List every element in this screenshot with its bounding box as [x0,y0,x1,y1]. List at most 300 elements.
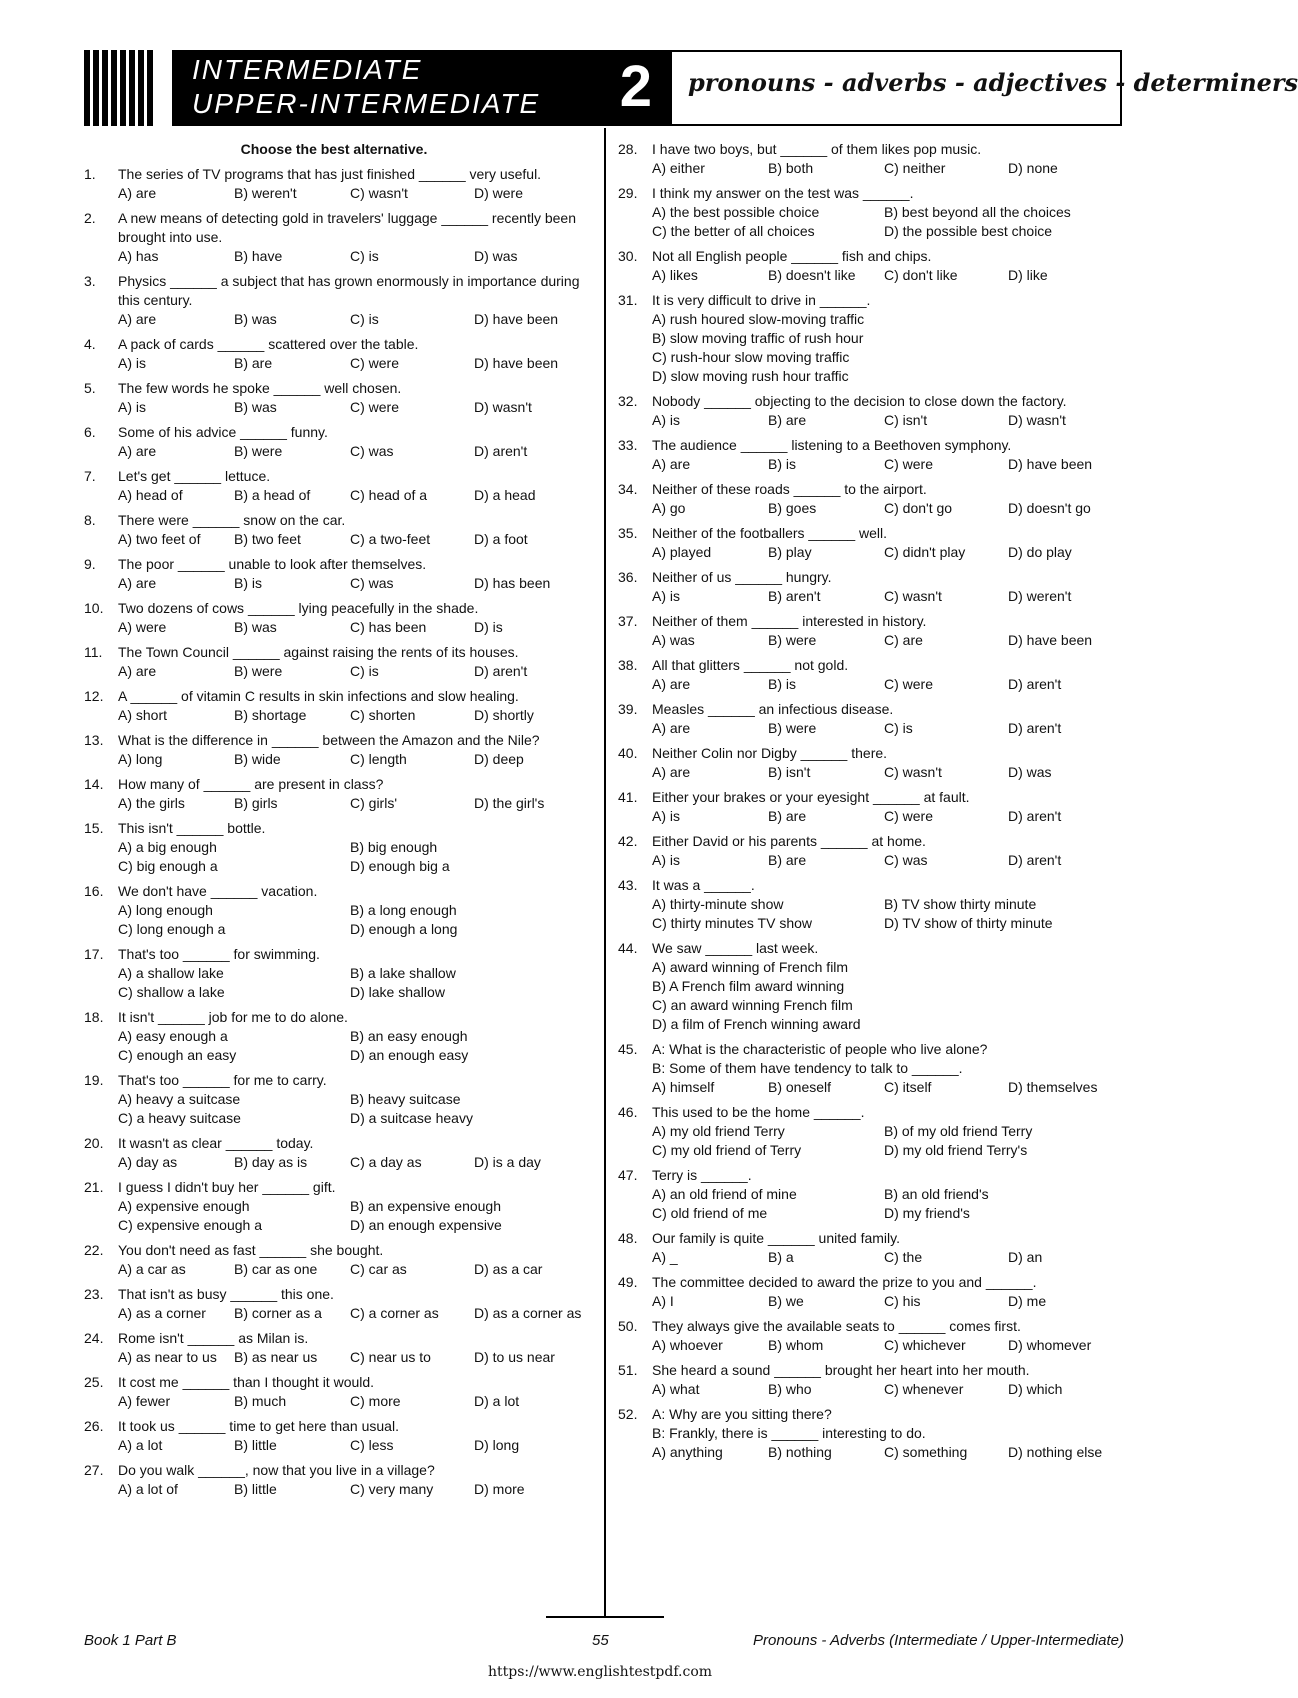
question-text [652,1273,1118,1292]
answer-option[interactable]: D) more [474,1481,525,1497]
answer-option[interactable]: B) wide [234,751,281,767]
answer-option[interactable]: C) wasn't [884,764,942,780]
answer-option[interactable]: A) as near to us [118,1349,217,1365]
question-number: 2. [84,210,96,226]
answer-option[interactable]: C) the better of all choices [652,223,815,239]
answer-option[interactable]: C) didn't play [884,544,966,560]
answer-option[interactable]: C) a two-feet [350,531,431,547]
answer-option[interactable]: A) long [118,751,163,767]
answer-option[interactable]: A) as a corner [118,1305,206,1321]
answer-option[interactable]: B) an easy enough [350,1028,468,1044]
answer-option[interactable]: D) aren't [474,663,528,679]
question-text [652,140,1118,159]
answer-option[interactable]: B) oneself [768,1079,832,1095]
answer-option[interactable]: A) expensive enough [118,1198,250,1214]
answer-option[interactable]: D) is a day [474,1154,541,1170]
question-text [118,731,584,750]
answer-option[interactable]: B) were [234,443,283,459]
question-text [652,524,1118,543]
answer-option[interactable]: D) aren't [1008,852,1062,868]
answer-option[interactable]: C) old friend of me [652,1205,768,1221]
answer-option[interactable]: B) an expensive enough [350,1198,501,1214]
answer-option[interactable]: C) rush-hour slow moving traffic [652,349,850,365]
answer-option[interactable]: D) aren't [1008,676,1062,692]
instruction: Choose the best alternative. [240,141,428,157]
answer-option[interactable]: A) two feet of [118,531,201,547]
answer-option[interactable]: B) much [234,1393,287,1409]
answer-option[interactable]: C) an award winning French film [652,997,853,1013]
question-item [84,687,584,725]
answer-option[interactable]: A) are [652,764,691,780]
answer-option[interactable]: B) isn't [768,764,811,780]
question-item [84,882,584,939]
question-text-line: What is the difference in ______ between the Amazon and the Nile? [118,732,540,748]
answer-option[interactable]: B) are [768,412,807,428]
answer-option[interactable]: A) _ [652,1249,678,1265]
question-text-line: I guess I didn't buy her ______ gift. [118,1179,336,1195]
answer-option[interactable]: D) aren't [1008,720,1062,736]
answer-option[interactable]: D) me [1008,1293,1047,1309]
answer-option[interactable]: A) a big enough [118,839,217,855]
question-text [652,1103,1118,1122]
question-text [652,744,1118,763]
question-item [84,1461,584,1499]
answer-option[interactable]: C) less [350,1437,394,1453]
answer-option[interactable]: A) likes [652,267,698,283]
answer-option[interactable]: C) has been [350,619,427,635]
answer-option[interactable]: A) whoever [652,1337,723,1353]
answer-option[interactable]: B) are [234,355,273,371]
answer-option[interactable]: D) was [474,248,518,264]
answer-option[interactable]: C) a heavy suitcase [118,1110,241,1126]
answer-option[interactable]: A) played [652,544,712,560]
question-item [618,184,1118,241]
answer-option[interactable]: B) car as one [234,1261,318,1277]
answer-option[interactable]: D) nothing else [1008,1444,1103,1460]
answer-option[interactable]: B) was [234,399,277,415]
answer-option[interactable]: C) something [884,1444,968,1460]
answer-option[interactable]: B) goes [768,500,817,516]
answer-option[interactable]: D) to us near [474,1349,555,1365]
question-line [84,335,584,354]
answer-option[interactable]: B) TV show thirty minute [884,896,1037,912]
answer-option[interactable]: B) nothing [768,1444,832,1460]
answer-option[interactable]: A) anything [652,1444,723,1460]
question-number: 52. [618,1406,638,1422]
answer-option[interactable]: D) have been [474,355,559,371]
answer-option[interactable]: A) is [652,852,680,868]
question-text [652,1361,1118,1380]
question-number: 35. [618,525,638,541]
answer-option[interactable]: D) have been [1008,632,1093,648]
answer-option[interactable]: A) are [118,575,157,591]
answer-option[interactable]: A) are [652,720,691,736]
left-column [84,140,584,1505]
answer-option[interactable]: D) my friend's [884,1205,970,1221]
question-text [652,1040,1118,1078]
answer-option[interactable]: A) long enough [118,902,213,918]
answer-option[interactable]: D) was [1008,764,1052,780]
answer-option[interactable]: B) whom [768,1337,824,1353]
answer-option[interactable]: D) as a car [474,1261,543,1277]
answer-option[interactable]: A) go [652,500,686,516]
question-item [618,656,1118,694]
answer-option[interactable]: B) shortage [234,707,307,723]
answer-option[interactable]: B) day as is [234,1154,308,1170]
answer-option[interactable]: A) are [652,456,691,472]
answer-option[interactable]: C) his [884,1293,921,1309]
answer-option[interactable]: D) an enough expensive [350,1217,502,1233]
question-line [618,1405,1118,1443]
answer-option[interactable]: A) are [118,663,157,679]
answer-option[interactable]: C) car as [350,1261,407,1277]
answer-option[interactable]: A) rush houred slow-moving traffic [652,311,865,327]
answer-option[interactable]: B) have [234,248,283,264]
question-number: 23. [84,1286,104,1302]
question-line [84,379,584,398]
answer-option[interactable]: D) have been [474,311,559,327]
answer-option[interactable]: D) an enough easy [350,1047,469,1063]
answer-option[interactable]: C) long enough a [118,921,226,937]
answer-option[interactable]: C) the [884,1249,923,1265]
answer-option[interactable]: A) what [652,1381,700,1397]
answer-option[interactable]: D) deep [474,751,524,767]
answer-option[interactable]: B) best beyond all the choices [884,204,1071,220]
answer-option[interactable]: C) don't like [884,267,958,283]
question-text-line: Let's get ______ lettuce. [118,468,271,484]
answer-option[interactable]: C) is [350,248,379,264]
answer-options [84,838,584,876]
question-item [84,1071,584,1128]
answer-option[interactable]: B) a long enough [350,902,457,918]
answer-options [84,184,584,203]
answer-option[interactable]: D) a foot [474,531,528,547]
answer-option[interactable]: A) a shallow lake [118,965,224,981]
question-text-line: A new means of detecting gold in travelers' luggage ______ recently been brought into use. [118,210,576,245]
question-number: 22. [84,1242,104,1258]
answer-option[interactable]: D) the girl's [474,795,545,811]
answer-option[interactable]: A) were [118,619,167,635]
answer-option[interactable]: D) themselves [1008,1079,1098,1095]
answer-option[interactable]: C) neither [884,160,946,176]
answer-option[interactable]: B) heavy suitcase [350,1091,461,1107]
answer-option[interactable]: A) easy enough a [118,1028,228,1044]
answer-option[interactable]: D) enough a long [350,921,458,937]
answer-option[interactable]: A) short [118,707,168,723]
question-item [84,1329,584,1367]
answer-option[interactable]: B) was [234,311,277,327]
answer-option[interactable]: B) a head of [234,487,311,503]
answer-option[interactable]: B) is [234,575,262,591]
question-text-line: How many of ______ are present in class? [118,776,384,792]
answer-option[interactable]: C) was [350,443,394,459]
answer-option[interactable]: B) little [234,1437,277,1453]
question-number: 4. [84,336,96,352]
answer-option[interactable]: D) a lot [474,1393,520,1409]
answer-option[interactable]: A) has [118,248,159,264]
answer-option[interactable]: B) both [768,160,814,176]
answer-option[interactable]: D) doesn't go [1008,500,1091,516]
answer-option[interactable]: C) was [884,852,928,868]
question-line [618,744,1118,763]
answer-option[interactable]: A) heavy a suitcase [118,1091,241,1107]
answer-option[interactable]: D) have been [1008,456,1093,472]
answer-option[interactable]: A) I [652,1293,674,1309]
answer-option[interactable]: D) a film of French winning award [652,1016,861,1032]
answer-option[interactable]: D) like [1008,267,1048,283]
answer-option[interactable]: B) play [768,544,812,560]
answer-option[interactable]: D) an [1008,1249,1043,1265]
answer-option[interactable]: B) we [768,1293,804,1309]
answer-option[interactable]: B) aren't [768,588,821,604]
answer-option[interactable]: D) a suitcase heavy [350,1110,473,1126]
answer-option[interactable]: C) are [884,632,923,648]
answer-option[interactable]: A) a lot of [118,1481,178,1497]
question-item [618,1040,1118,1097]
question-text-line: The Town Council ______ against raising the rents of its houses. [118,644,519,660]
answer-option[interactable]: C) wasn't [350,185,408,201]
answer-option[interactable]: C) were [884,808,934,824]
question-line [84,1329,584,1348]
question-text-line: It wasn't as clear ______ today. [118,1135,314,1151]
question-item [618,700,1118,738]
answer-option[interactable]: D) weren't [1008,588,1072,604]
answer-option[interactable]: A) the best possible choice [652,204,820,220]
question-item [84,945,584,1002]
answer-option[interactable]: B) girls [234,795,278,811]
answer-option[interactable]: C) thirty minutes TV show [652,915,813,931]
answer-options [84,618,584,637]
answer-option[interactable]: D) lake shallow [350,984,445,1000]
question-text-line: That isn't as busy ______ this one. [118,1286,334,1302]
topic-title: pronouns - adverbs - adjectives - determiners [688,68,1298,97]
answer-option[interactable]: A) head of [118,487,183,503]
answer-option[interactable]: B) is [768,456,796,472]
question-list-left [84,165,584,1499]
answer-option[interactable]: C) my old friend of Terry [652,1142,802,1158]
question-line [618,480,1118,499]
question-item [84,467,584,505]
answer-option[interactable]: A) award winning of French film [652,959,849,975]
answer-option[interactable]: C) is [884,720,913,736]
answer-option[interactable]: C) a corner as [350,1305,439,1321]
answer-option[interactable]: A) my old friend Terry [652,1123,785,1139]
question-text-line: They always give the available seats to ______ comes first. [652,1318,1021,1334]
answer-option[interactable]: A) is [652,588,680,604]
answer-option[interactable]: B) were [768,720,817,736]
answer-options [84,1392,584,1411]
question-number: 27. [84,1462,104,1478]
answer-option[interactable]: B) a [768,1249,794,1265]
answer-option[interactable]: D) my old friend Terry's [884,1142,1028,1158]
answer-option[interactable]: B) are [768,852,807,868]
answer-option[interactable]: D) is [474,619,503,635]
answer-option[interactable]: A) was [652,632,695,648]
answer-option[interactable]: D) none [1008,160,1058,176]
answer-options [84,964,584,1002]
answer-option[interactable]: A) himself [652,1079,715,1095]
answer-option[interactable]: B) doesn't like [768,267,856,283]
answer-option[interactable]: C) a day as [350,1154,422,1170]
answer-option[interactable]: B) weren't [234,185,297,201]
answer-option[interactable]: D) aren't [1008,808,1062,824]
answer-option[interactable]: C) shorten [350,707,416,723]
answer-option[interactable]: D) a head [474,487,536,503]
answer-option[interactable]: B) were [768,632,817,648]
question-text [652,568,1118,587]
answer-option[interactable]: B) were [234,663,283,679]
answer-option[interactable]: C) itself [884,1079,932,1095]
footer-url[interactable]: https://www.englishtestpdf.com [487,1664,713,1680]
question-line [618,1229,1118,1248]
question-number: 47. [618,1167,638,1183]
question-line [618,656,1118,675]
answer-option[interactable]: A) fewer [118,1393,171,1409]
answer-option[interactable]: D) shortly [474,707,534,723]
answer-option[interactable]: D) the possible best choice [884,223,1053,239]
answer-option[interactable]: B) little [234,1481,277,1497]
answer-option[interactable]: A) thirty-minute show [652,896,784,912]
question-item [84,423,584,461]
question-item [618,788,1118,826]
question-text-line: Physics ______ a subject that has grown enormously in importance during this century. [118,273,580,308]
question-item [618,1103,1118,1160]
question-item [84,775,584,813]
answer-option[interactable]: A) are [652,676,691,692]
answer-option[interactable]: A) are [118,443,157,459]
answer-option[interactable]: C) whichever [884,1337,966,1353]
answer-option[interactable]: A) an old friend of mine [652,1186,797,1202]
answer-option[interactable]: A) is [118,399,146,415]
answer-option[interactable]: D) TV show of thirty minute [884,915,1053,931]
answer-option[interactable]: A) is [118,355,146,371]
answer-option[interactable]: A) are [118,311,157,327]
question-text-line: It is very difficult to drive in ______. [652,292,871,308]
question-item [84,731,584,769]
question-item [84,379,584,417]
answer-option[interactable]: B) A French film award winning [652,978,845,994]
question-line [84,775,584,794]
answer-option[interactable]: C) big enough a [118,858,218,874]
question-text [118,643,584,662]
answer-option[interactable]: C) whenever [884,1381,964,1397]
answer-option[interactable]: D) were [474,185,524,201]
answer-option[interactable]: C) girls' [350,795,398,811]
answer-options [618,411,1118,430]
question-text-line: She heard a sound ______ brought her heart into her mouth. [652,1362,1030,1378]
answer-option[interactable]: C) were [350,355,400,371]
answer-option[interactable]: B) who [768,1381,812,1397]
question-text [652,1229,1118,1248]
answer-option[interactable]: B) slow moving traffic of rush hour [652,330,864,346]
answer-option[interactable]: A) is [652,412,680,428]
answer-option[interactable]: C) shallow a lake [118,984,225,1000]
answer-options [84,662,584,681]
question-text-line: Nobody ______ objecting to the decision to close down the factory. [652,393,1067,409]
question-number: 5. [84,380,96,396]
answer-option[interactable]: B) corner as a [234,1305,322,1321]
answer-option[interactable]: D) wasn't [474,399,532,415]
question-number: 50. [618,1318,638,1334]
answer-option[interactable]: C) were [350,399,400,415]
answer-option[interactable]: A) the girls [118,795,185,811]
answer-option[interactable]: B) is [768,676,796,692]
answer-option[interactable]: C) length [350,751,407,767]
answer-options [84,310,584,329]
answer-option[interactable]: D) aren't [474,443,528,459]
answer-options [84,1436,584,1455]
question-text [118,1241,584,1260]
answer-option[interactable]: C) very many [350,1481,434,1497]
answer-option[interactable]: C) more [350,1393,401,1409]
answer-option[interactable]: C) is [350,663,379,679]
answer-option[interactable]: C) head of a [350,487,428,503]
answer-option[interactable]: A) is [652,808,680,824]
answer-option[interactable]: D) do play [1008,544,1072,560]
answer-options [618,203,1118,241]
answer-option[interactable]: A) a lot [118,1437,163,1453]
answer-option[interactable]: C) near us to [350,1349,431,1365]
answer-option[interactable]: B) a lake shallow [350,965,456,981]
question-text-line: Neither of these roads ______ to the airport. [652,481,927,497]
answer-option[interactable]: C) enough an easy [118,1047,237,1063]
question-item [618,436,1118,474]
answer-option[interactable]: D) whomever [1008,1337,1092,1353]
answer-option[interactable]: D) wasn't [1008,412,1066,428]
answer-option[interactable]: A) are [118,185,157,201]
answer-option[interactable]: C) isn't [884,412,928,428]
answer-option[interactable]: D) long [474,1437,520,1453]
answer-option[interactable]: D) enough big a [350,858,450,874]
question-item [84,511,584,549]
question-text-line: We don't have ______ vacation. [118,883,318,899]
answer-option[interactable]: A) a car as [118,1261,186,1277]
answer-option[interactable]: D) has been [474,575,551,591]
answer-option[interactable]: B) of my old friend Terry [884,1123,1033,1139]
question-line [84,1461,584,1480]
answer-option[interactable]: B) an old friend's [884,1186,989,1202]
answer-option[interactable]: C) was [350,575,394,591]
question-text [118,209,584,247]
question-line [84,599,584,618]
answer-option[interactable]: C) were [884,676,934,692]
question-line [84,1178,584,1197]
answer-option[interactable]: D) which [1008,1381,1063,1397]
question-item [84,555,584,593]
answer-option[interactable]: C) expensive enough a [118,1217,262,1233]
question-line [84,209,584,247]
answer-option[interactable]: C) is [350,311,379,327]
answer-option[interactable]: B) are [768,808,807,824]
answer-option[interactable]: C) were [884,456,934,472]
question-item [618,480,1118,518]
answer-option[interactable]: C) wasn't [884,588,942,604]
answer-option[interactable]: A) either [652,160,705,176]
question-line [84,945,584,964]
answer-option[interactable]: B) was [234,619,277,635]
answer-option[interactable]: B) as near us [234,1349,318,1365]
answer-option[interactable]: B) two feet [234,531,301,547]
answer-option[interactable]: D) slow moving rush hour traffic [652,368,849,384]
answer-option[interactable]: C) don't go [884,500,953,516]
question-text [118,555,584,574]
answer-option[interactable]: D) as a corner as [474,1305,582,1321]
question-line [84,1134,584,1153]
answer-option[interactable]: A) day as [118,1154,178,1170]
question-text [118,511,584,530]
answer-option[interactable]: B) big enough [350,839,438,855]
question-line [618,788,1118,807]
